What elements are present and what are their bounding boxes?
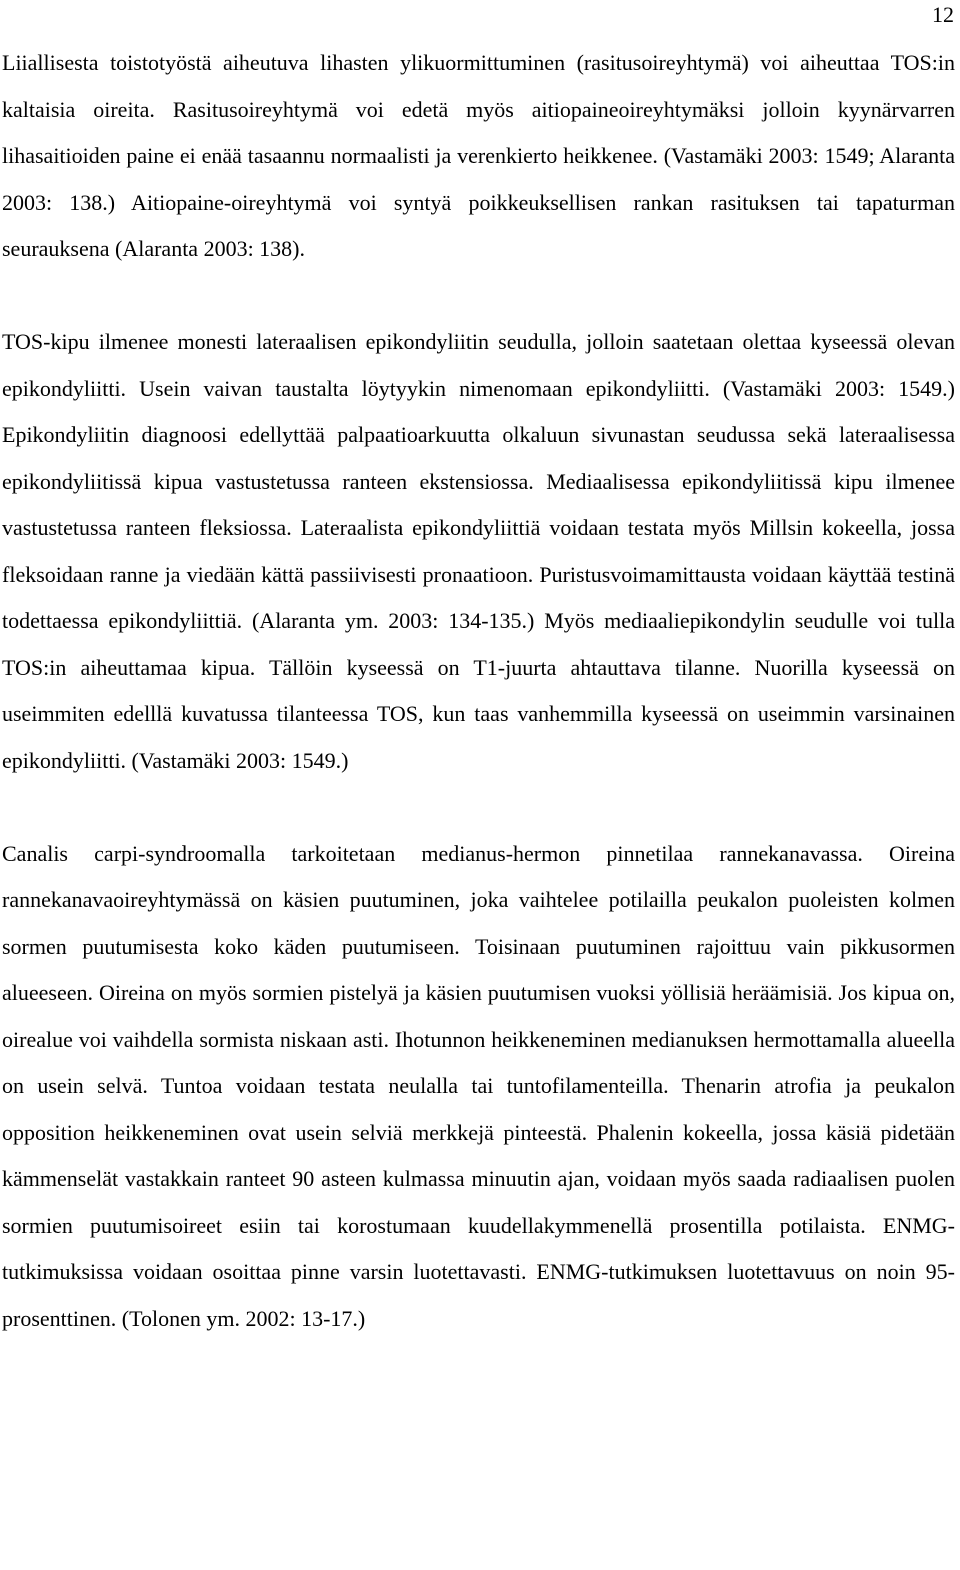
- paragraph-tos-kipu: TOS-kipu ilmenee monesti lateraalisen epikondyliitin seudulla, jolloin saatetaan olettaa kyseessä olevan epikondyliitti. Usein vaivan taustalta löytyykin nimenomaan epikondyliitti. (Vastamäki 2003: 1549.) Epikondyliitin diagnoosi edellyttää palpaatioarkuutta olkaluun sivunastan seudussa sekä lateraalisessa epikondyliitissä kipua vastustetussa ranteen ekstensiossa. Mediaalisessa epikondyliitissä kipu ilmenee vastustetussa ranteen fleksiossa. Lateraalista epikondyliittiä voidaan testata myös Millsin kokeella, jossa fleksoidaan ranne ja viedään kättä passiivisesti pronaatioon. Puristusvoimamittausta voidaan käyttää testinä todettaessa epikondyliittiä. (Alaranta ym. 2003: 134-135.) Myös mediaaliepikondylin seudulle voi tulla TOS:in aiheuttamaa kipua. Tällöin kyseessä on T1-juurta ahtauttava tilanne. Nuorilla kyseessä on useimmiten edelllä kuvatussa tilanteessa TOS, kun taas vanhemmilla kyseessä on useimmin varsinainen epikondyliitti. (Vastamäki 2003: 1549.): [2, 329, 955, 773]
- paragraph-canalis-carpi: Canalis carpi-syndroomalla tarkoitetaan medianus-hermon pinnetilaa rannekanavassa. Oireina rannekanavaoireyhtymässä on käsien puutuminen, joka vaihtelee potilailla peukalon puoleisten kolmen sormen puutumisesta koko käden puutumiseen. Toisinaan puutuminen rajoittuu vain pikkusormen alueeseen. Oireina on myös sormien pistelyä ja käsien puutumisen vuoksi yöllisiä heräämisiä. Jos kipua on, oirealue voi vaihdella sormista niskaan asti. Ihotunnon heikkeneminen medianuksen hermottamalla alueella on usein selvä. Tuntoa voidaan testata neulalla tai tuntofilamenteilla. Thenarin atrofia ja peukalon opposition heikkeneminen ovat usein selviä merkkejä pinteestä. Phalenin kokeella, jossa käsiä pidetään kämmenselät vastakkain ranteet 90 asteen kulmassa minuutin ajan, voidaan myös saada radiaalisen puolen sormien puutumisoireet esiin tai korostumaan kuudellakymmenellä prosentilla potilaista. ENMG-tutkimuksissa voidaan osoittaa pinne varsin luotettavasti. ENMG-tutkimuksen luotettavuus on noin 95-prosenttinen. (Tolonen ym. 2002: 13-17.): [2, 840, 955, 1331]
- paragraph-rasitusoireyhtyma: Liiallisesta toistotyöstä aiheutuva lihasten ylikuormittuminen (rasitusoireyhtymä) voi aiheuttaa TOS:in kaltaisia oireita. Rasitusoireyhtymä voi edetä myös aitiopaineoireyhtymäksi jolloin kyynärvarren lihasaitioiden paine ei enää tasaannu normaalisti ja verenkierto heikkenee. (Vastamäki 2003: 1549; Alaranta 2003: 138.) Aitiopaine-oireyhtymä voi syntyä poikkeuksellisen rankan rasituksen tai tapaturman seurauksena (Alaranta 2003: 138).: [2, 50, 955, 261]
- body-text: [2, 40, 955, 1342]
- page-number: 12: [932, 2, 954, 27]
